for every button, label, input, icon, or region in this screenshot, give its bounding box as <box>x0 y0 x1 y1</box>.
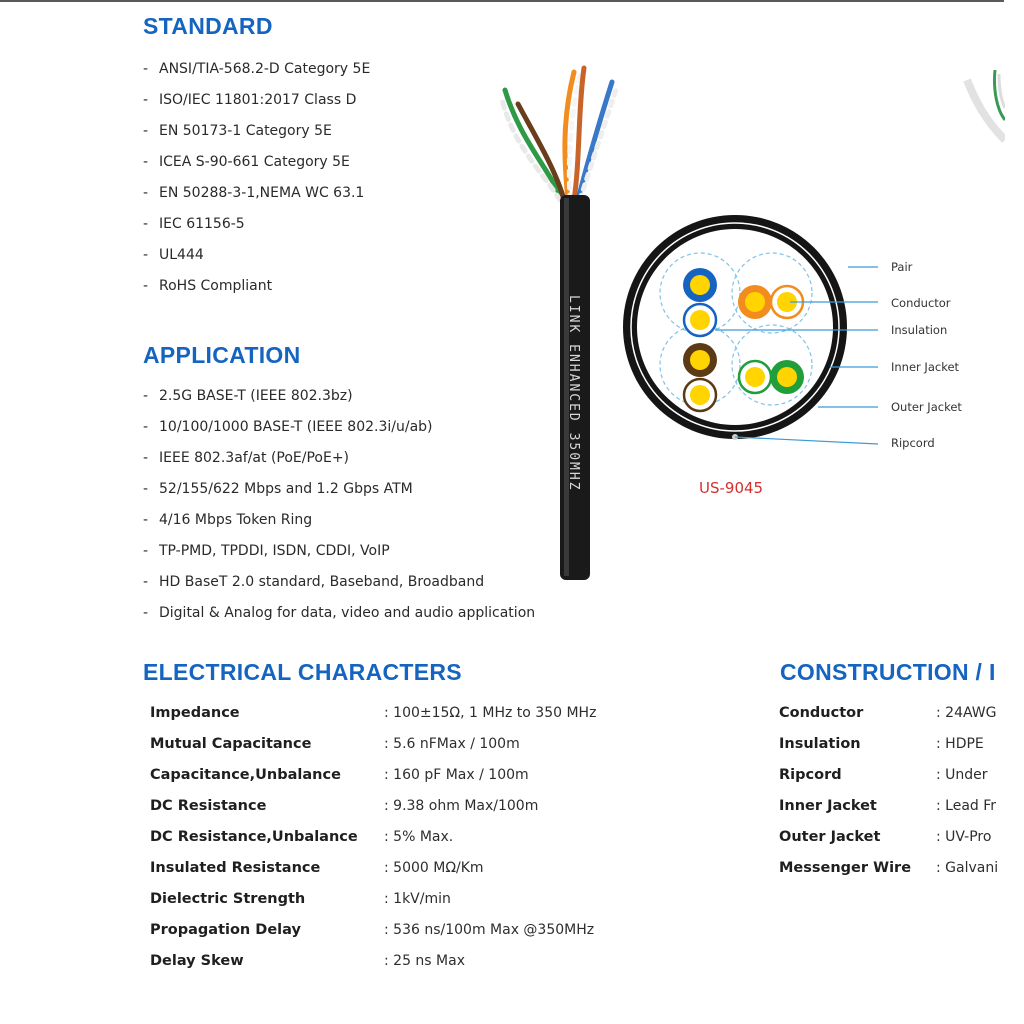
standard-item: - ICEA S-90-661 Category 5E <box>143 147 370 178</box>
table-row <box>779 729 1004 760</box>
label-pair: Pair <box>891 260 913 274</box>
spec-value: : 100±15Ω, 1 MHz to 350 MHz <box>384 705 597 721</box>
cable-print-text: LINK ENHANCED 350MHZ <box>566 295 581 492</box>
application-item: - Digital & Analog for data, video and audio application <box>143 598 535 629</box>
table-row <box>150 729 630 760</box>
spec-key: Mutual Capacitance <box>150 736 312 752</box>
table-row <box>779 698 1004 729</box>
spec-key: Messenger Wire <box>779 860 912 876</box>
table-row <box>779 760 1004 791</box>
spec-value: : 24AWG <box>936 705 997 721</box>
spec-value: : HDPE <box>936 736 984 752</box>
spec-key: Ripcord <box>779 767 842 783</box>
spec-value: : Under <box>936 767 988 783</box>
application-list <box>143 381 535 629</box>
application-heading: APPLICATION <box>143 342 301 368</box>
application-item: - HD BaseT 2.0 standard, Baseband, Broadband <box>143 567 535 598</box>
electrical-table <box>150 698 630 977</box>
application-item: - IEEE 802.3af/at (PoE/PoE+) <box>143 443 535 474</box>
standard-item: - IEC 61156-5 <box>143 209 370 240</box>
spec-value: : 5000 MΩ/Km <box>384 860 484 876</box>
spec-key: Propagation Delay <box>150 922 301 938</box>
spec-value: : 25 ns Max <box>384 953 465 969</box>
spec-value: : 1kV/min <box>384 891 451 907</box>
table-row <box>150 822 630 853</box>
table-row <box>150 791 630 822</box>
spec-key: Impedance <box>150 705 240 721</box>
table-row <box>150 915 630 946</box>
spec-key: DC Resistance <box>150 798 267 814</box>
spec-key: Outer Jacket <box>779 829 881 845</box>
standard-item: - UL444 <box>143 240 370 271</box>
spec-key: Insulated Resistance <box>150 860 321 876</box>
standard-item: - RoHS Compliant <box>143 271 370 302</box>
table-row <box>779 791 1004 822</box>
construction-heading: CONSTRUCTION / I <box>780 659 996 685</box>
spec-value: : 160 pF Max / 100m <box>384 767 529 783</box>
spec-key: Delay Skew <box>150 953 244 969</box>
application-item: - TP-PMD, TPDDI, ISDN, CDDI, VoIP <box>143 536 535 567</box>
spec-key: Inner Jacket <box>779 798 877 814</box>
application-item: - 2.5G BASE-T (IEEE 802.3bz) <box>143 381 535 412</box>
spec-value: : Lead Fr <box>936 798 997 814</box>
application-item: - 52/155/622 Mbps and 1.2 Gbps ATM <box>143 474 535 505</box>
spec-key: Capacitance,Unbalance <box>150 767 341 783</box>
table-row <box>779 822 1004 853</box>
standard-item: - EN 50173-1 Category 5E <box>143 116 370 147</box>
spec-value: : Galvani <box>936 860 999 876</box>
label-inner-jacket: Inner Jacket <box>891 360 960 374</box>
table-row <box>150 698 630 729</box>
spec-key: Conductor <box>779 705 864 721</box>
spec-value: : 5.6 nFMax / 100m <box>384 736 520 752</box>
spec-value: : 9.38 ohm Max/100m <box>384 798 539 814</box>
table-row <box>150 884 630 915</box>
table-row <box>150 853 630 884</box>
spec-value: : 536 ns/100m Max @350MHz <box>384 922 595 938</box>
standard-item: - ANSI/TIA-568.2-D Category 5E <box>143 54 370 85</box>
application-item: - 10/100/1000 BASE-T (IEEE 802.3i/u/ab) <box>143 412 535 443</box>
application-item: - 4/16 Mbps Token Ring <box>143 505 535 536</box>
label-conductor: Conductor <box>891 296 951 310</box>
electrical-heading: ELECTRICAL CHARACTERS <box>143 659 462 685</box>
cable-cross-section-diagram <box>620 230 1005 470</box>
table-row <box>150 760 630 791</box>
standard-heading: STANDARD <box>143 13 273 39</box>
table-row <box>150 946 630 977</box>
standard-list <box>143 54 370 302</box>
model-number: US-9045 <box>699 479 764 497</box>
label-ripcord: Ripcord <box>891 436 935 450</box>
spec-key: Insulation <box>779 736 861 752</box>
spec-value: : 5% Max. <box>384 829 454 845</box>
spec-value: : UV-Pro <box>936 829 992 845</box>
spec-key: DC Resistance,Unbalance <box>150 829 358 845</box>
label-insulation: Insulation <box>891 323 948 337</box>
standard-item: - ISO/IEC 11801:2017 Class D <box>143 85 370 116</box>
secondary-cable-illustration <box>955 60 1005 170</box>
spec-key: Dielectric Strength <box>150 891 306 907</box>
label-outer-jacket: Outer Jacket <box>891 400 962 414</box>
table-row <box>779 853 1004 884</box>
construction-table <box>779 698 1004 888</box>
cable-illustration <box>490 60 620 590</box>
standard-item: - EN 50288-3-1,NEMA WC 63.1 <box>143 178 370 209</box>
top-divider <box>0 0 1004 2</box>
